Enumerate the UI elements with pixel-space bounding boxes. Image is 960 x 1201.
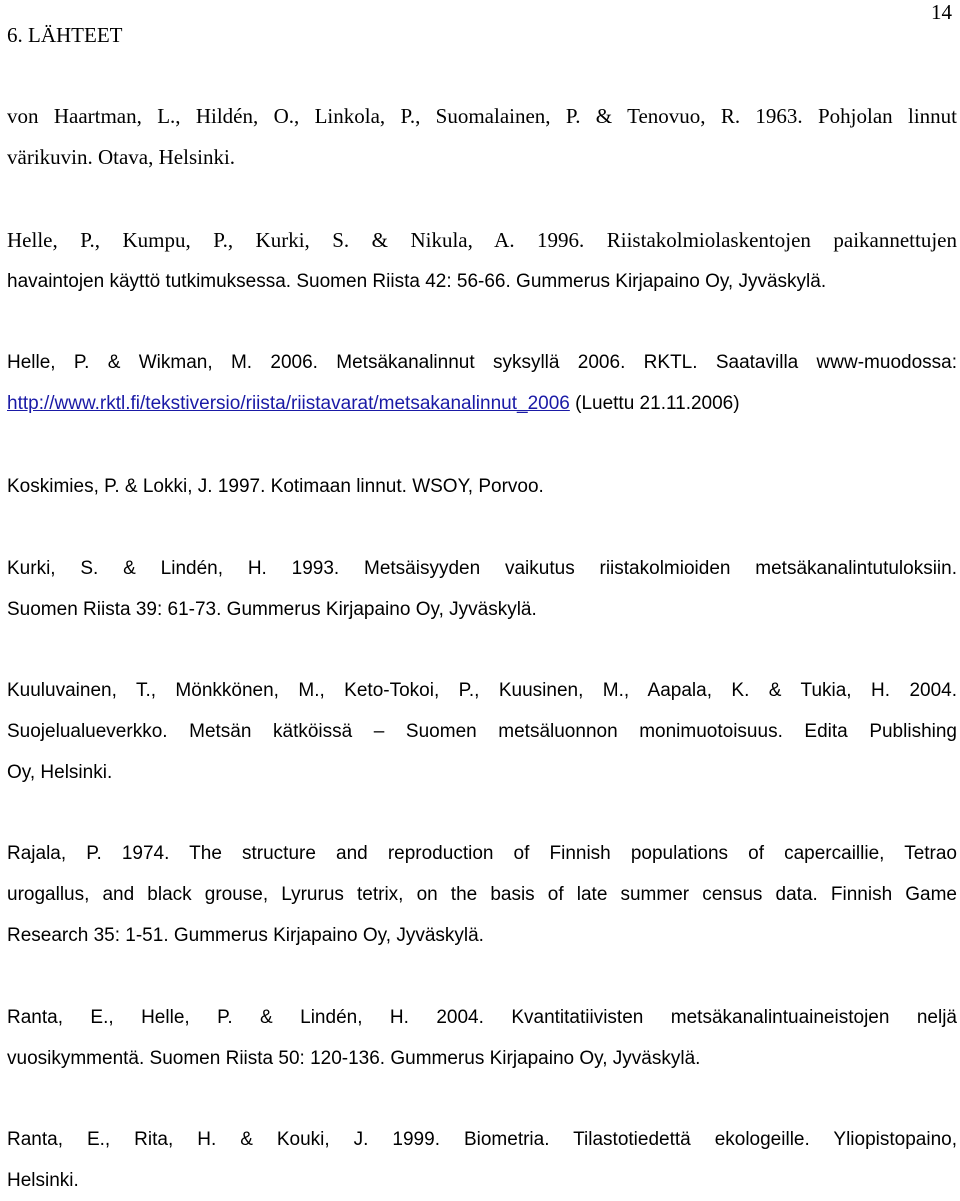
access-date: (Luettu 21.11.2006) [569,393,740,414]
reference-line: Helle, P., Kumpu, P., Kurki, S. & Nikula, A. 1996. Riistakolmiolaskentojen paikannettujen [7,228,957,252]
reference-rajala-1974 [7,833,957,956]
reference-helle-1996 [7,220,957,302]
reference-line [7,383,957,424]
reference-line: Suojelualueverkko. Metsän kätköissä – Suomen metsäluonnon monimuotoisuus. Edita Publishing [7,721,957,742]
page-number: 14 [931,0,952,24]
reference-kurki-1993 [7,548,957,630]
reference-line: Koskimies, P. & Lokki, J. 1997. Kotimaan linnut. WSOY, Porvoo. [7,476,544,497]
reference-line: vuosikymmentä. Suomen Riista 50: 120-136. Gummerus Kirjapaino Oy, Jyväskylä. [7,1048,701,1069]
reference-url-link[interactable]: http://www.rktl.fi/tekstiversio/riista/riistavarat/metsakanalinnut_2006 [7,393,570,414]
reference-line: Research 35: 1-51. Gummerus Kirjapaino Oy, Jyväskylä. [7,925,484,946]
reference-line: Helle, P. & Wikman, M. 2006. Metsäkanalinnut syksyllä 2006. RKTL. Saatavilla www-muodossa: [7,352,957,373]
reference-haartman-1963 [7,96,957,178]
reference-line: Ranta, E., Helle, P. & Lindén, H. 2004. Kvantitatiivisten metsäkanalintuaineistojen neljä [7,1007,957,1028]
reference-line: havaintojen käyttö tutkimuksessa. Suomen Riista 42: 56-66. Gummerus Kirjapaino Oy, Jyväskylä. [7,271,827,292]
reference-ranta-2004 [7,997,957,1079]
reference-line: Rajala, P. 1974. The structure and reproduction of Finnish populations of capercaillie, Tetrao [7,843,957,864]
reference-line: Kurki, S. & Lindén, H. 1993. Metsäisyyden vaikutus riistakolmioiden metsäkanalintutuloksiin. [7,558,957,579]
reference-line: Helsinki. [7,1170,79,1191]
reference-koskimies-1997 [7,466,957,507]
reference-line: von Haartman, L., Hildén, O., Linkola, P., Suomalainen, P. & Tenovuo, R. 1963. Pohjolan linnut [7,104,957,128]
reference-line: Kuuluvainen, T., Mönkkönen, M., Keto-Tokoi, P., Kuusinen, M., Aapala, K. & Tukia, H. 2004. [7,680,957,701]
reference-line: värikuvin. Otava, Helsinki. [7,145,236,169]
reference-line: Ranta, E., Rita, H. & Kouki, J. 1999. Biometria. Tilastotiedettä ekologeille. Yliopistopaino, [7,1129,957,1150]
reference-line: Oy, Helsinki. [7,762,113,783]
section-heading: 6. LÄHTEET [7,23,123,47]
reference-ranta-1999 [7,1119,957,1201]
reference-helle-2006 [7,342,957,424]
reference-kuuluvainen-2004 [7,670,957,793]
reference-line: Suomen Riista 39: 61-73. Gummerus Kirjapaino Oy, Jyväskylä. [7,599,537,620]
reference-line: urogallus, and black grouse, Lyrurus tetrix, on the basis of late summer census data. Finnish Game [7,884,957,905]
